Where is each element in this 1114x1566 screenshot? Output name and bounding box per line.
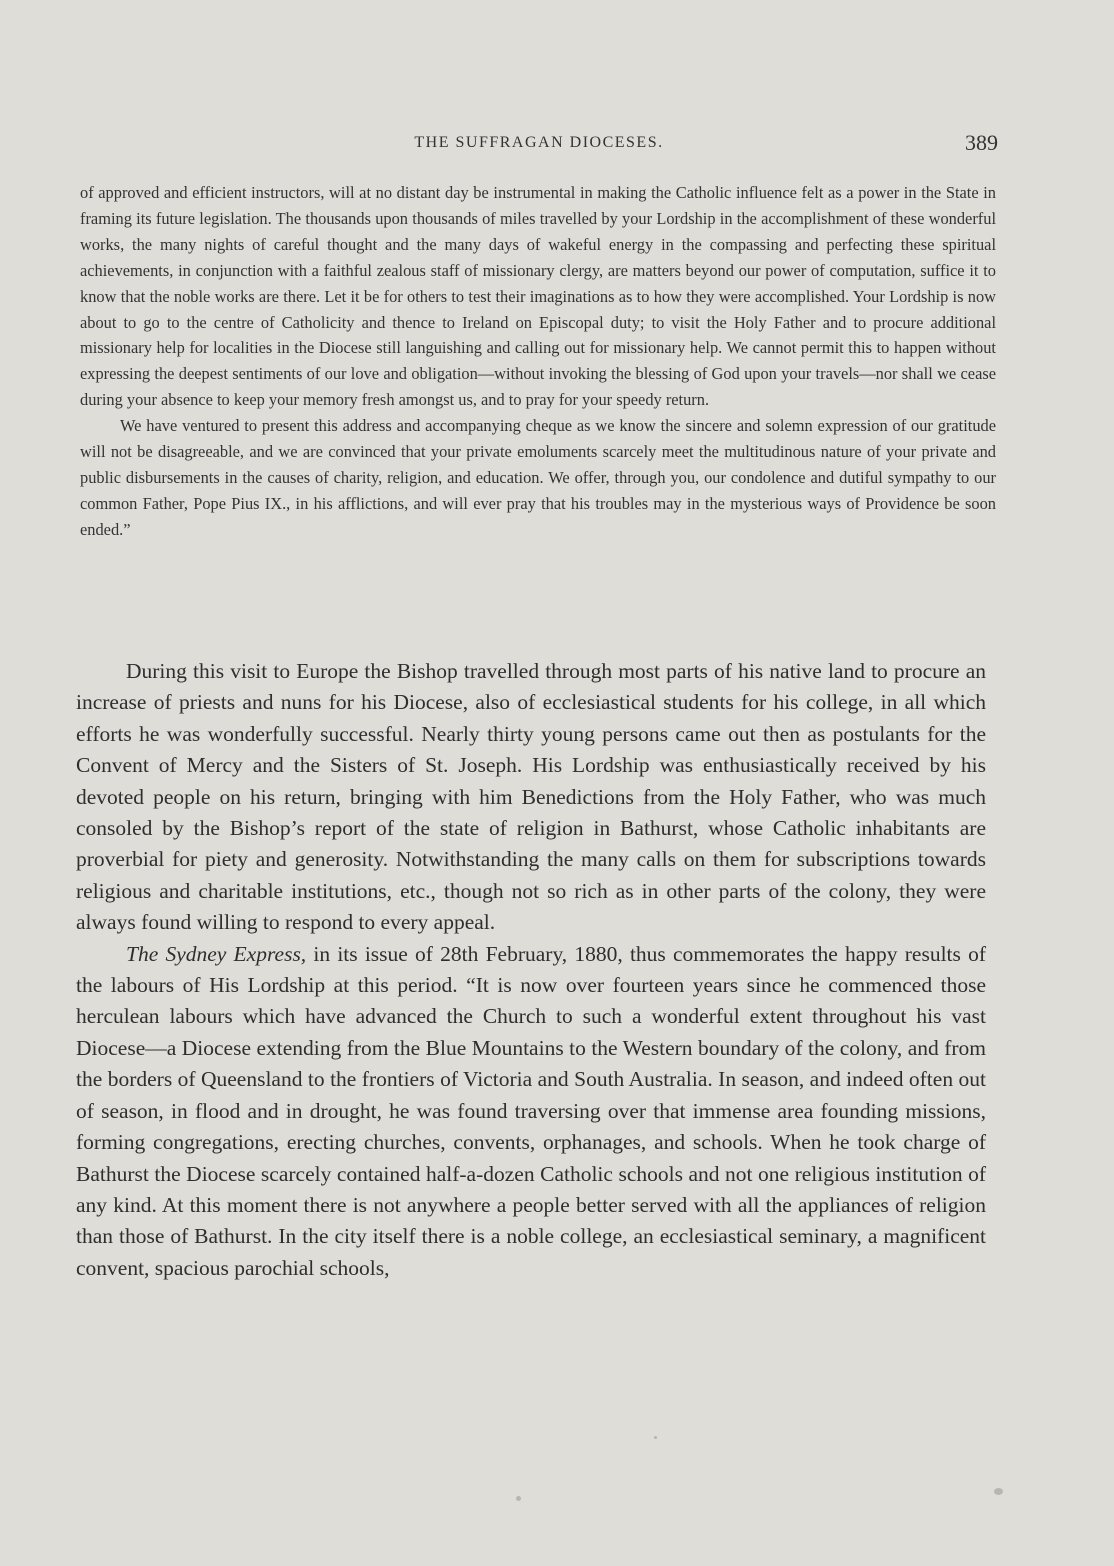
running-head bbox=[80, 130, 998, 160]
paper-speck bbox=[516, 1496, 521, 1501]
running-title: THE SUFFRAGAN DIOCESES. bbox=[414, 134, 664, 151]
body-paragraph bbox=[76, 939, 986, 1284]
page-number: 389 bbox=[965, 130, 998, 155]
paper-speck bbox=[994, 1488, 1003, 1495]
body-paragraph: During this visit to Europe the Bishop travelled through most parts of his native land to procure an increase of priests and nuns for his Diocese, also of ecclesiastical students for his college, in all which efforts he was wonderfully successful. Nearly thirty young persons came out then as postulants for the Convent of Mercy and the Sisters of St. Joseph. His Lordship was enthusiastically received by his devoted people on his return, bringing with him Benedictions from the Holy Father, who was much consoled by the Bishop’s report of the state of religion in Bathurst, whose Catholic inhabitants are proverbial for piety and generosity. Notwithstanding the many calls on them for subscriptions towards religious and charitable institutions, etc., though not so rich as in other parts of the colony, they were always found willing to respond to every appeal. bbox=[76, 659, 986, 935]
newspaper-title: The Sydney Express, bbox=[126, 941, 307, 966]
quote-paragraph: We have ventured to present this address and accompanying cheque as we know the sincere and solemn expression of our gratitude will not be disagreeable, and we are convinced that your private emoluments scarcely meet the multitudinous nature of your private and public disbursements in the causes of charity, religion, and education. We offer, through you, our condolence and dutiful sympathy to our common Father, Pope Pius IX., in his afflictions, and will ever pray that his troubles may in the mysterious ways of Providence be soon ended.” bbox=[80, 416, 996, 539]
body-paragraph-text: in its issue of 28th February, 1880, thus commemorates the happy results of the labours of His Lordship at this period. “It is now over fourteen years since he commenced those herculean labours which have advanced the Church to such a wonderful extent throughout his vast Diocese—a Diocese extending from the Blue Mountains to the Western boundary of the colony, and from the borders of Queensland to the frontiers of Victoria and South Australia. In season, and indeed often out of season, in flood and in drought, he was found traversing over that immense area founding missions, forming congregations, erecting churches, convents, orphanages, and schools. When he took charge of Bathurst the Diocese scarcely contained half-a-dozen Catholic schools and not one religious institution of any kind. At this moment there is not anywhere a people better served with all the appliances of religion than those of Bathurst. In the city itself there is a noble college, an ecclesiastical seminary, a magnificent convent, spacious parochial schools, bbox=[76, 941, 986, 1280]
address-quotation bbox=[80, 180, 996, 543]
main-text bbox=[76, 656, 986, 1284]
quote-paragraph: of approved and efficient instructors, will at no distant day be instrumental in making the Catholic influence felt as a power in the State in framing its future legislation. The thousands upon thousands of miles travelled by your Lordship in the accomplishment of these wonderful works, the many nights of careful thought and the many days of wakeful energy in the compassing and perfecting these spiritual achievements, in conjunction with a faithful zealous staff of missionary clergy, are matters beyond our power of computation, suffice it to know that the noble works are there. Let it be for others to test their imaginations as to how they were accomplished. Your Lordship is now about to go to the centre of Catholicity and thence to Ireland on Episcopal duty; to visit the Holy Father and to procure additional missionary help for localities in the Diocese still languishing and calling out for missionary help. We cannot permit this to happen without expressing the deepest sentiments of our love and obligation—without invoking the blessing of God upon your travels—nor shall we cease during your absence to keep your memory fresh amongst us, and to pray for your speedy return. bbox=[80, 183, 996, 410]
paper-speck bbox=[654, 1436, 657, 1439]
